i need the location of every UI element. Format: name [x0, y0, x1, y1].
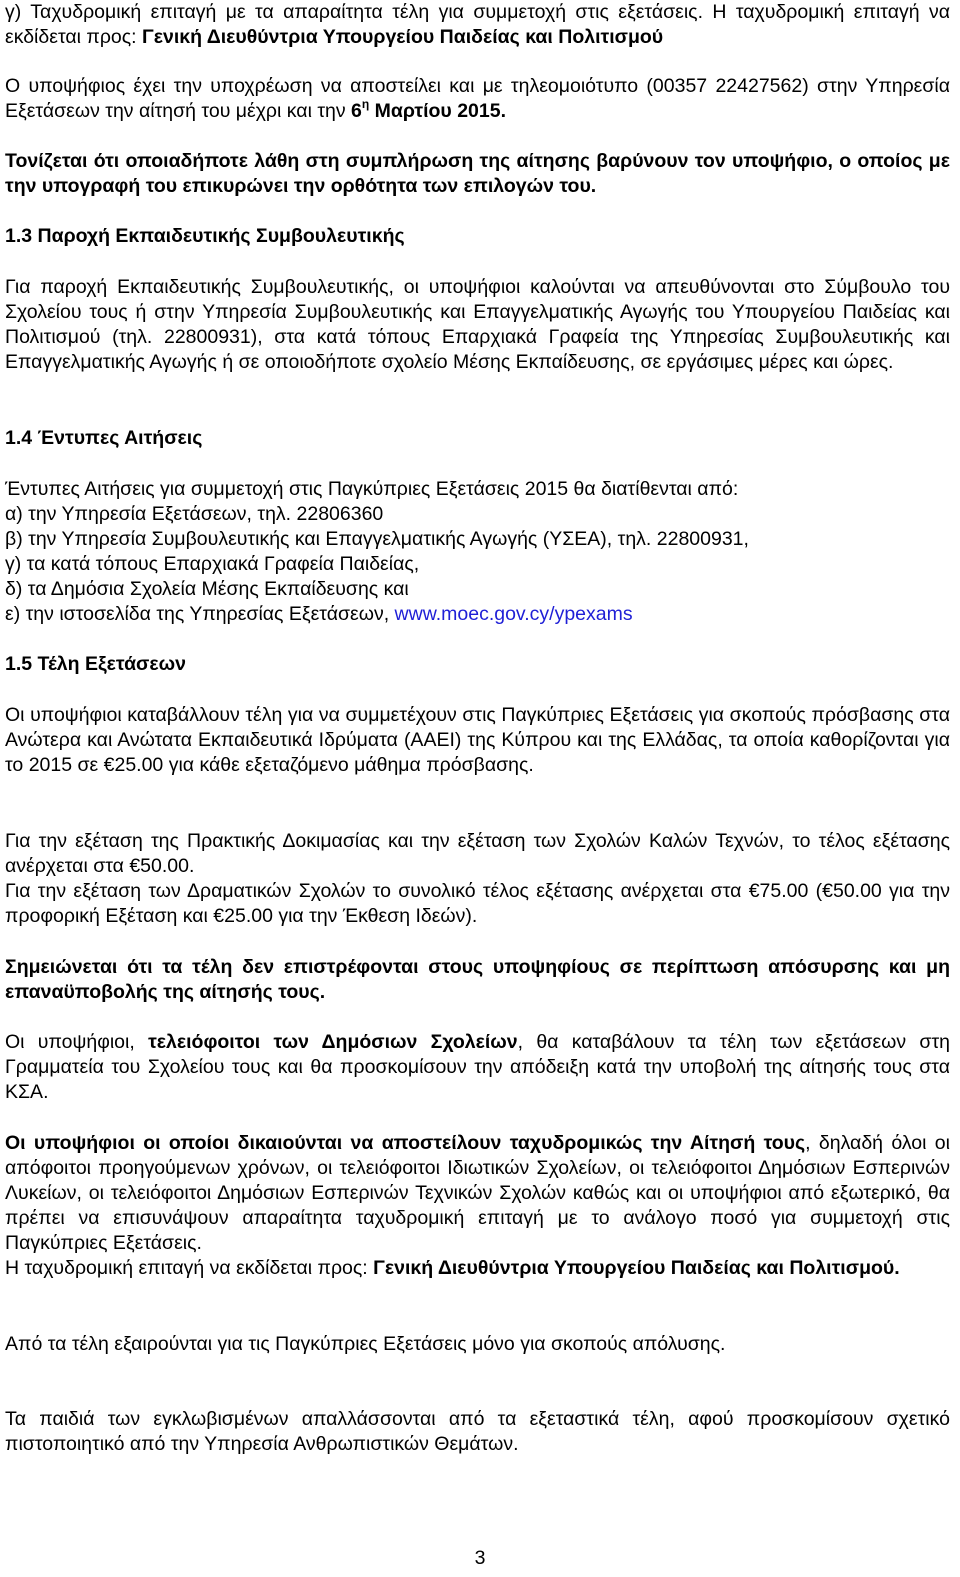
- paragraph-drama-fee: Για την εξέταση των Δραματικών Σχολών το συνολικό τέλος εξέτασης ανέρχεται στα €75.00 (€50.00 για την προφορική Εξέταση και €25.00 για την Έκθεση Ιδεών).: [5, 880, 950, 927]
- section-heading-1-4: 1.4 Έντυπες Αιτήσεις: [5, 427, 203, 449]
- paragraph-no-refund: Σημειώνεται ότι τα τέλη δεν επιστρέφονται στους υποψηφίους σε περίπτωση απόσυρσης και μη επαναϋποβολής της αίτησής τους.: [5, 956, 950, 1003]
- paragraph-counseling: Για παροχή Εκπαιδευτικής Συμβουλευτικής, οι υποψήφιοι καλούνται να απευθύνονται στο Σύμβουλο του Σχολείου τους ή στην Υπηρεσία Συμβουλευτικής και Επαγγελματικής Αγωγής του Υπουργείου Παιδείας και Πολιτισμού (τηλ. 22800931), στα κατά τόπους Επαρχιακά Γραφεία της Υπηρεσίας Συμβουλευτικής και Επαγγελματικής Αγωγής ή σε οποιοδήποτε σχολείο Μέσης Εκπαίδευσης, σε εργάσιμες μέρες και ώρες.: [5, 276, 950, 373]
- ypexams-link[interactable]: www.moec.gov.cy/ypexams: [394, 603, 633, 625]
- page-number: 3: [474, 1547, 486, 1569]
- paragraph-enclaved-children: Τα παιδιά των εγκλωβισμένων απαλλάσσονται από τα εξεταστικά τέλη, αφού προσκομίσουν σχετικό πιστοποιητικό από την Υπηρεσία Ανθρωπιστικών Θεμάτων.: [5, 1408, 950, 1455]
- paragraph-postal-applicants: Οι υποψήφιοι οι οποίοι δικαιούνται να αποστείλουν ταχυδρομικώς την Αίτησή τους, δηλαδή όλοι οι απόφοιτοι προηγούμενων χρόνων, οι τελειόφοιτοι Ιδιωτικών Σχολείων, οι τελειόφοιτοι Δημόσιων Εσπερινών Λυκείων, οι τελειόφοιτοι Δημόσιων Εσπερινών Τεχνικών Σχολών καθώς και οι υποψήφιοι από εξωτερικό, θα πρέπει να επισυνάψουν απαραίτητα ταχυδρομική επιταγή με το ανάλογο ποσό για συμμετοχή στις Παγκύπριες Εξετάσεις.: [5, 1132, 950, 1254]
- paragraph-errors-warning: Τονίζεται ότι οποιαδήποτε λάθη στη συμπλήρωση της αίτησης βαρύνουν τον υποψήφιο, ο οποίος με την υπογραφή του επικυρώνει την ορθότητα των επιλογών του.: [5, 150, 950, 197]
- paragraph-public-school-fees: Οι υποψήφιοι, τελειόφοιτοι των Δημόσιων Σχολείων, θα καταβάλουν τα τέλη των εξετάσεων στη Γραμματεία του Σχολείου τους και θα προσκομίσουν την απόδειξη κατά την υποβολή της αίτησής τους στα ΚΣΑ.: [5, 1031, 950, 1103]
- list-intro: Έντυπες Αιτήσεις για συμμετοχή στις Παγκύπριες Εξετάσεις 2015 θα διατίθενται από:: [5, 478, 739, 500]
- section-heading-1-5: 1.5 Τέλη Εξετάσεων: [5, 653, 186, 675]
- paragraph-exemption: Από τα τέλη εξαιρούνται για τις Παγκύπριες Εξετάσεις μόνο για σκοπούς απόλυσης.: [5, 1333, 726, 1355]
- paragraph-postal-order: γ) Ταχυδρομική επιταγή με τα απαραίτητα τέλη για συμμετοχή στις εξετάσεις. Η ταχυδρομική επιταγή να εκδίδεται προς: Γενική Διευθύντρια Υπουργείου Παιδείας και Πολιτισμού: [5, 1, 950, 48]
- paragraph-fees: Οι υποψήφιοι καταβάλλουν τέλη για να συμμετέχουν στις Παγκύπριες Εξετάσεις για σκοπούς πρόσβασης στα Ανώτερα και Ανώτατα Εκπαιδευτικά Ιδρύματα (ΑΑΕΙ) της Κύπρου και της Ελλάδας, τα οποία καθορίζονται για το 2015 σε €25.00 για κάθε εξεταζόμενο μάθημα πρόσβασης.: [5, 704, 950, 776]
- list-item: β) την Υπηρεσία Συμβουλευτικής και Επαγγελματικής Αγωγής (ΥΣΕΑ), τηλ. 22800931,: [5, 528, 749, 550]
- list-item: α) την Υπηρεσία Εξετάσεων, τηλ. 22806360: [5, 503, 384, 525]
- application-forms-list: [5, 477, 950, 627]
- list-item: ε) την ιστοσελίδα της Υπηρεσίας Εξετάσεων, www.moec.gov.cy/ypexams: [5, 603, 633, 625]
- paragraph-practical-fee: Για την εξέταση της Πρακτικής Δοκιμασίας και την εξέταση των Σχολών Καλών Τεχνών, το τέλος εξέτασης ανέρχεται στα €50.00.: [5, 830, 950, 877]
- section-heading-1-3: 1.3 Παροχή Εκπαιδευτικής Συμβουλευτικής: [5, 225, 405, 247]
- paragraph-fax-deadline: Ο υποψήφιος έχει την υποχρέωση να αποστείλει και με τηλεομοιότυπο (00357 22427562) στην Υπηρεσία Εξετάσεων την αίτησή του μέχρι και την $6^\eta$ Μαρτίου 2015.: [5, 75, 950, 122]
- list-item: γ) τα κατά τόπους Επαρχιακά Γραφεία Παιδείας,: [5, 553, 420, 575]
- paragraph-postal-order-recipient: Η ταχυδρομική επιταγή να εκδίδεται προς: Γενική Διευθύντρια Υπουργείου Παιδείας και Πολιτισμού.: [5, 1257, 900, 1279]
- list-item: δ) τα Δημόσια Σχολεία Μέσης Εκπαίδευσης και: [5, 578, 409, 600]
